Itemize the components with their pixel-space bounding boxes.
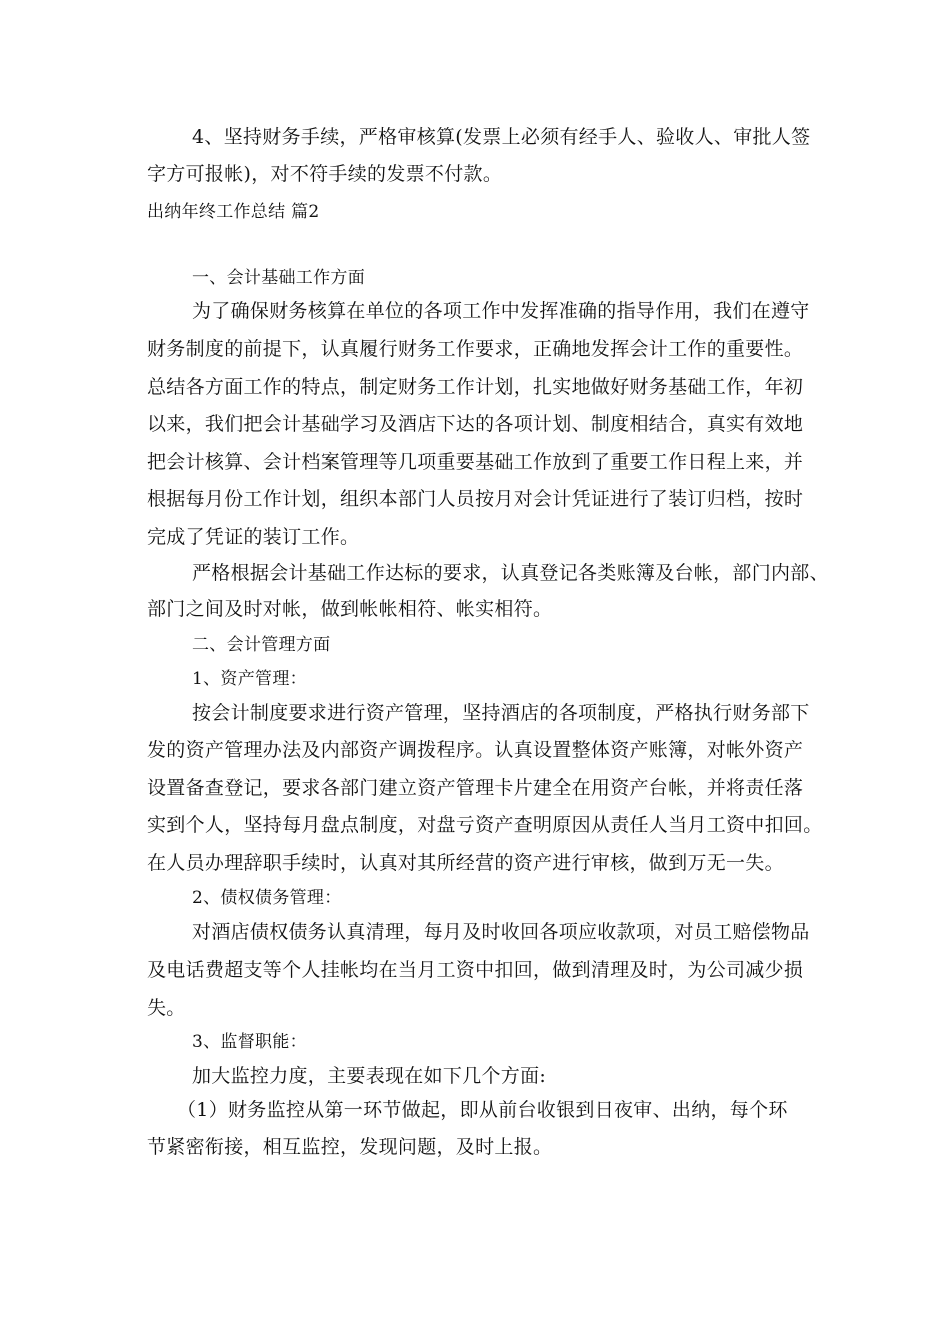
section-heading: 一、会计基础工作方面 xyxy=(192,268,365,288)
section-heading: 二、会计管理方面 xyxy=(192,635,331,655)
section-title: 出纳年终工作总结 篇2 xyxy=(147,202,320,222)
text-line: 以来，我们把会计基础学习及酒店下达的各项计划、制度相结合，真实有效地 xyxy=(147,413,804,435)
subsection-heading: 2、债权债务管理： xyxy=(192,888,342,908)
text-line: 在人员办理辞职手续时，认真对其所经营的资产进行审核，做到万无一失。 xyxy=(147,852,784,874)
text-line: 设置备查登记，要求各部门建立资产管理卡片建全在用资产台帐，并将责任落 xyxy=(147,777,804,799)
text-line: 4、坚持财务手续，严格审核算(发票上必须有经手人、验收人、审批人签 xyxy=(192,126,811,148)
text-line: 节紧密衔接，相互监控，发现问题，及时上报。 xyxy=(147,1136,553,1158)
text-line: 及电话费超支等个人挂帐均在当月工资中扣回，做到清理及时，为公司减少损 xyxy=(147,959,804,981)
text-line: 总结各方面工作的特点，制定财务工作计划，扎实地做好财务基础工作，年初 xyxy=(147,376,804,398)
text-line: （1）财务监控从第一环节做起，即从前台收银到日夜审、出纳，每个环 xyxy=(177,1099,788,1121)
text-line: 失。 xyxy=(147,997,186,1019)
text-line: 发的资产管理办法及内部资产调拨程序。认真设置整体资产账簿，对帐外资产 xyxy=(147,739,804,761)
text-line: 加大监控力度，主要表现在如下几个方面: xyxy=(192,1065,547,1087)
text-line: 根据每月份工作计划，组织本部门人员按月对会计凭证进行了装订归档，按时 xyxy=(147,488,804,510)
text-line: 实到个人，坚持每月盘点制度，对盘亏资产查明原因从责任人当月工资中扣回。 xyxy=(147,814,823,836)
text-line: 财务制度的前提下，认真履行财务工作要求，正确地发挥会计工作的重要性。 xyxy=(147,338,804,360)
text-line: 严格根据会计基础工作达标的要求，认真登记各类账簿及台帐，部门内部、 xyxy=(192,562,829,584)
text-line: 对酒店债权债务认真清理，每月及时收回各项应收款项，对员工赔偿物品 xyxy=(192,921,810,943)
text-line: 字方可报帐)，对不符手续的发票不付款。 xyxy=(147,163,503,185)
subsection-heading: 1、资产管理： xyxy=(192,669,307,689)
text-line: 为了确保财务核算在单位的各项工作中发挥准确的指导作用，我们在遵守 xyxy=(192,300,810,322)
subsection-heading: 3、监督职能： xyxy=(192,1032,307,1052)
text-line: 把会计核算、会计档案管理等几项重要基础工作放到了重要工作日程上来，并 xyxy=(147,451,804,473)
text-line: 部门之间及时对帐，做到帐帐相符、帐实相符。 xyxy=(147,598,553,620)
text-line: 按会计制度要求进行资产管理，坚持酒店的各项制度，严格执行财务部下 xyxy=(192,702,810,724)
text-line: 完成了凭证的装订工作。 xyxy=(147,526,360,548)
